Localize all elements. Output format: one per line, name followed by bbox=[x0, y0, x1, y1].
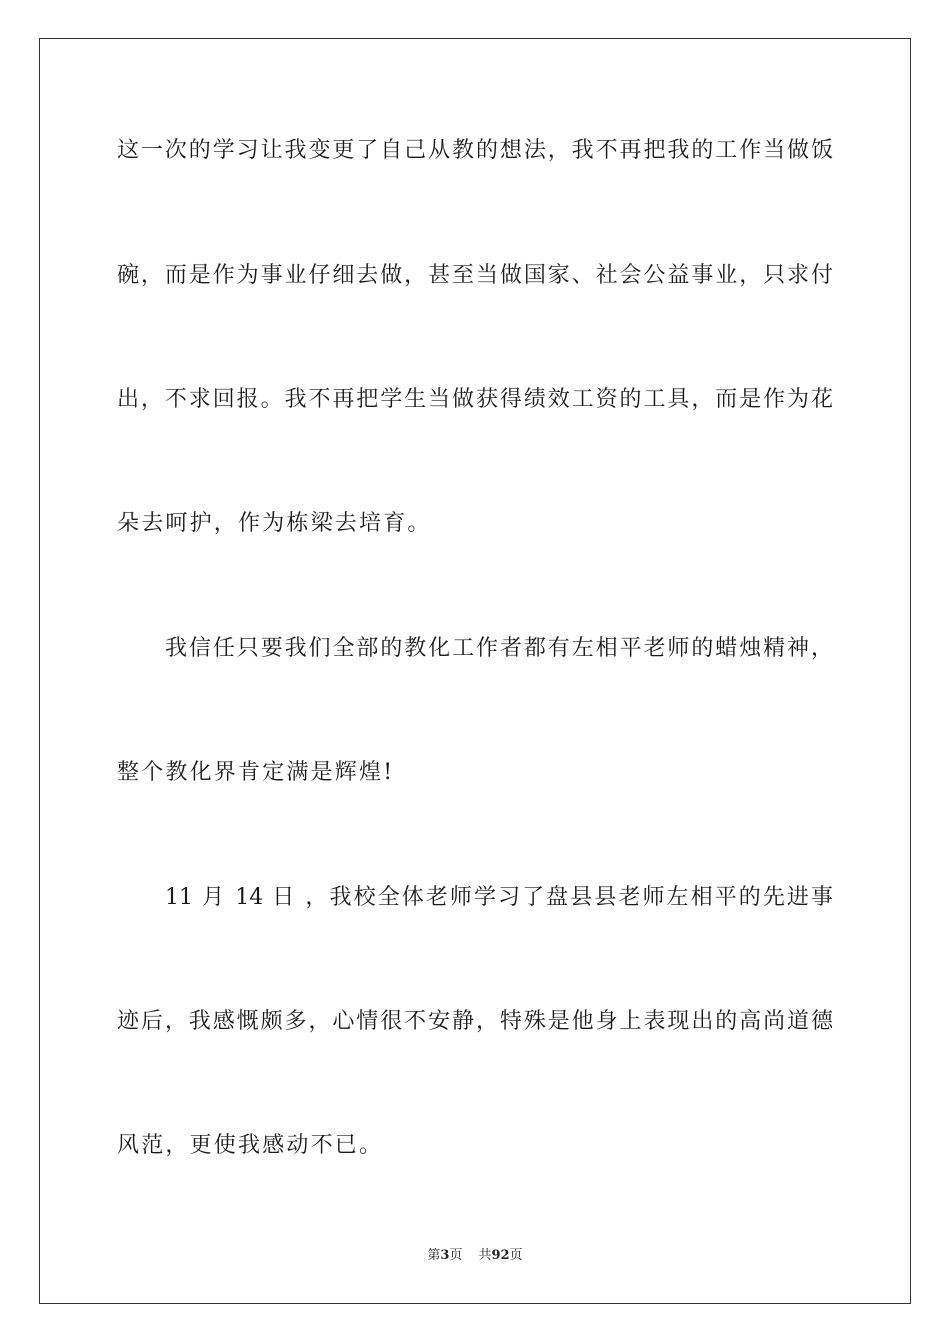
paragraph-1-line-1: 这一次的学习让我变更了自己从教的想法，我不再把我的工作当做饭 bbox=[117, 138, 833, 163]
paragraph-1-line-4: 朵去呵护，作为栋梁去培育。 bbox=[117, 511, 432, 536]
paragraph-2-line-2: 整个教化界肯定满是辉煌! bbox=[117, 760, 395, 785]
page-number: 3 bbox=[440, 1248, 450, 1263]
paragraph-3-line-3: 风范，更使我感动不已。 bbox=[117, 1133, 384, 1158]
total-pages: 92 bbox=[491, 1248, 510, 1263]
paragraph-3-line-2: 迹后，我感慨颇多，心情很不安静，特殊是他身上表现出的高尚道德 bbox=[117, 1009, 833, 1034]
paragraph-3-line-1: 11 月 14 日 ，我校全体老师学习了盘县县老师左相平的先进事 bbox=[165, 885, 833, 910]
paragraph-1-line-3: 出，不求回报。我不再把学生当做获得绩效工资的工具，而是作为花 bbox=[117, 387, 833, 412]
total-prefix: 共 bbox=[478, 1248, 492, 1263]
paragraph-2-line-1: 我信任只要我们全部的教化工作者都有左相平老师的蜡烛精神， bbox=[165, 636, 833, 661]
page-frame bbox=[39, 38, 911, 1304]
page-footer bbox=[0, 1246, 950, 1266]
total-suffix: 页 bbox=[509, 1248, 523, 1263]
paragraph-1-line-2: 碗，而是作为事业仔细去做，甚至当做国家、社会公益事业，只求付 bbox=[117, 263, 833, 288]
page-suffix: 页 bbox=[449, 1248, 463, 1263]
page-prefix: 第 bbox=[427, 1248, 441, 1263]
